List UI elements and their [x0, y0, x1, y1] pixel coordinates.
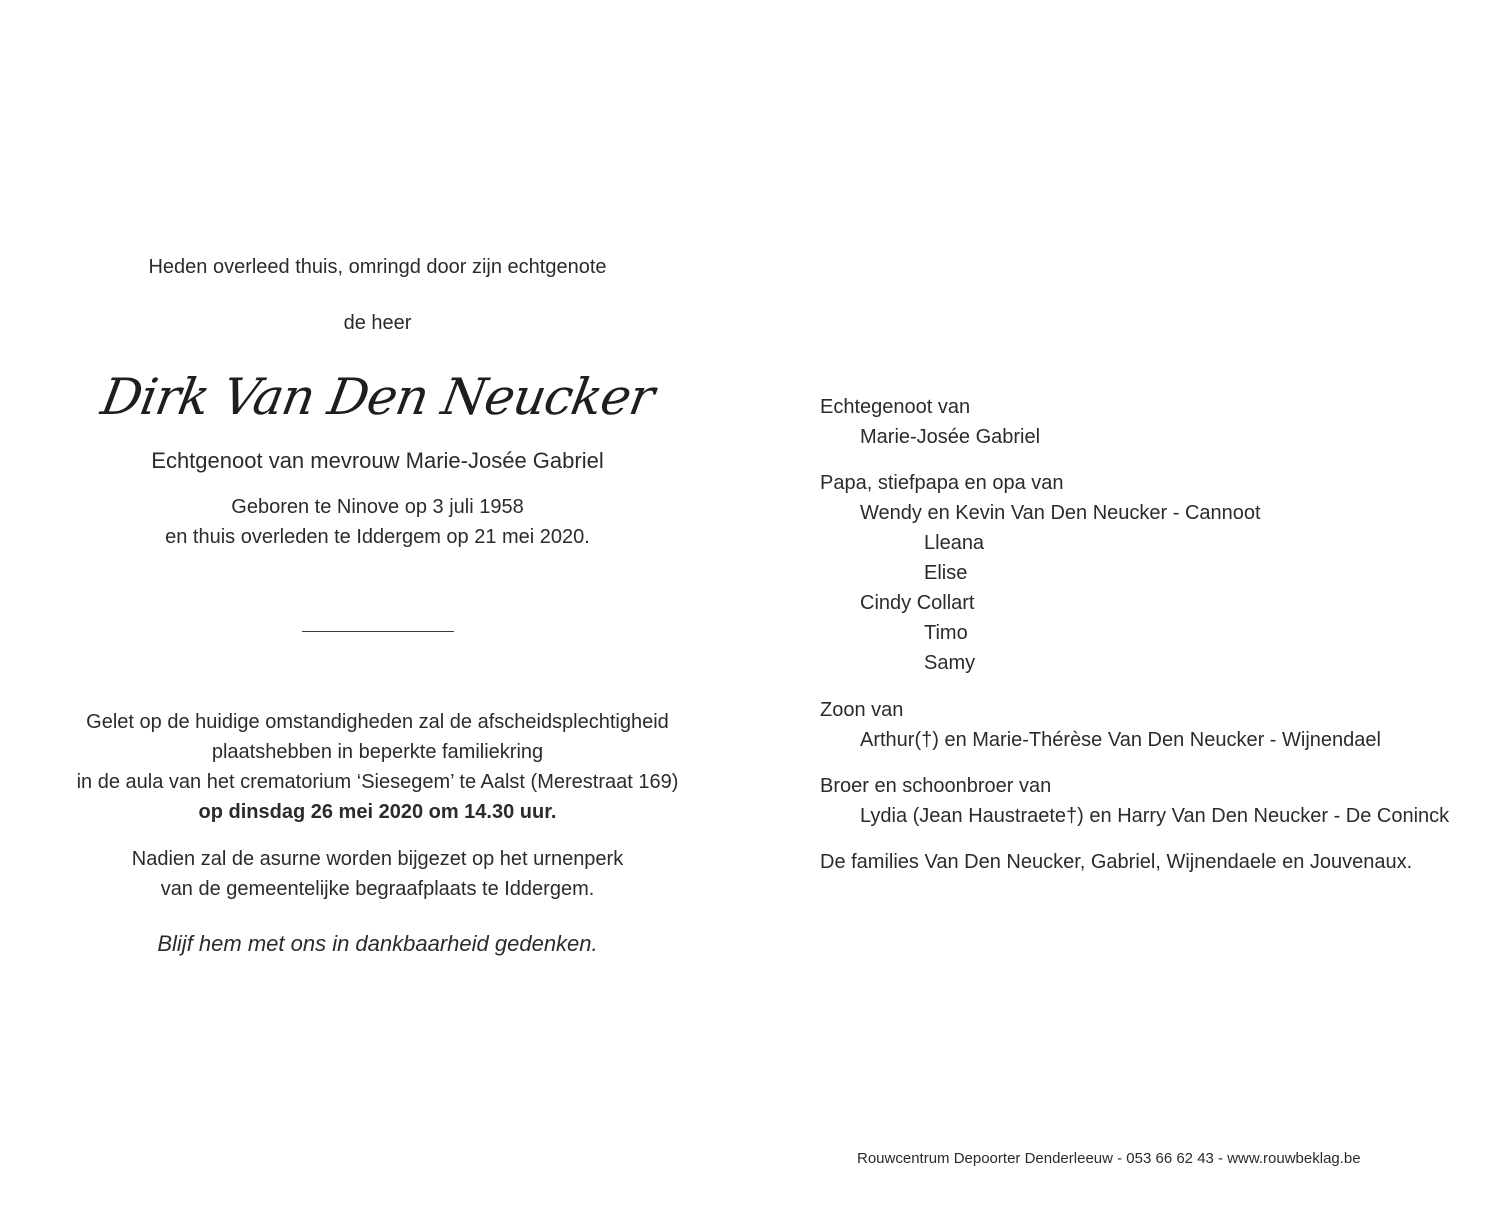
parents-names: Arthur(†) en Marie-Thérèse Van Den Neucker - Wijnendael — [860, 729, 1381, 751]
child-entry: Wendy en Kevin Van Den Neucker - Cannoot — [860, 502, 1261, 524]
divider-line — [302, 631, 454, 632]
ceremony-line-3: in de aula van het crematorium ‘Siesegem’ te Aalst (Merestraat 169) — [76, 771, 679, 793]
child-entry: Cindy Collart — [860, 592, 975, 614]
grandchild-entry: Elise — [924, 562, 968, 584]
siblings-heading: Broer en schoonbroer van — [820, 775, 1052, 797]
memorial-text: Blijf hem met ons in dankbaarheid gedenken. — [157, 931, 598, 956]
grandchild-entry: Timo — [924, 622, 968, 644]
deceased-name: Dirk Van Den Neucker — [97, 368, 658, 426]
ceremony-line-2: plaatshebben in beperkte familiekring — [211, 741, 544, 763]
spouse-heading: Echtegenoot van — [820, 396, 971, 418]
title-text: de heer — [343, 312, 412, 334]
intro-text: Heden overleed thuis, omringd door zijn echtgenote — [148, 256, 607, 278]
families-line: De families Van Den Neucker, Gabriel, Wijnendaele en Jouvenaux. — [820, 851, 1413, 873]
funeral-home-footer: Rouwcentrum Depoorter Denderleeuw - 053 66 62 43 - www.rouwbeklag.be — [857, 1150, 1361, 1167]
spouse-name: Marie-Josée Gabriel — [860, 426, 1041, 448]
birth-line: Geboren te Ninove op 3 juli 1958 — [231, 496, 524, 518]
death-line: en thuis overleden te Iddergem op 21 mei 2020. — [165, 526, 590, 548]
siblings-names: Lydia (Jean Haustraete†) en Harry Van Den Neucker - De Coninck — [860, 805, 1450, 827]
ceremony-date: op dinsdag 26 mei 2020 om 14.30 uur. — [198, 801, 557, 823]
urn-line-2: van de gemeentelijke begraafplaats te Iddergem. — [160, 878, 595, 900]
grandchild-entry: Lleana — [924, 532, 985, 554]
ceremony-line-1: Gelet op de huidige omstandigheden zal de afscheidsplechtigheid — [86, 711, 669, 733]
grandchild-entry: Samy — [924, 652, 976, 674]
parents-heading: Zoon van — [820, 699, 904, 721]
children-heading: Papa, stiefpapa en opa van — [820, 472, 1064, 494]
urn-line-1: Nadien zal de asurne worden bijgezet op het urnenperk — [131, 848, 624, 870]
spouse-line: Echtgenoot van mevrouw Marie-Josée Gabriel — [151, 448, 604, 473]
